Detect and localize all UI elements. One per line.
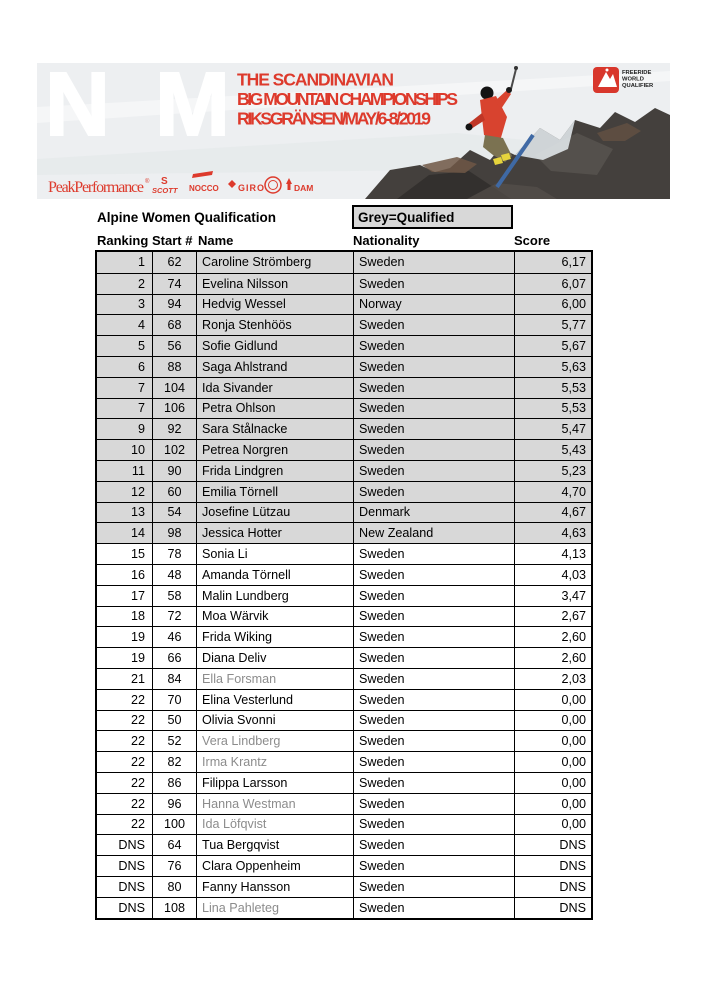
cell-nationality: Sweden	[353, 898, 514, 918]
cell-ranking: 3	[137, 297, 145, 312]
cell-score: 2,60	[514, 648, 591, 668]
cell-start: 82	[152, 752, 196, 772]
column-header-name: Name	[198, 233, 234, 248]
cell-start: 96	[152, 794, 196, 814]
cell-score: 5,77	[514, 315, 591, 335]
cell-score: 2,67	[514, 607, 591, 627]
column-header-nationality: Nationality	[353, 233, 420, 248]
event-title-line2: BIG MOUNTAIN CHAMPIONSHIPS	[237, 89, 458, 109]
cell-name: Frida Lindgren	[196, 461, 353, 481]
cell-nationality: Sweden	[353, 565, 514, 585]
cell-name: Amanda Törnell	[196, 565, 353, 585]
fwq-text-line1: FREERIDE	[622, 70, 652, 76]
table-row	[97, 564, 591, 585]
cell-nationality: New Zealand	[353, 523, 514, 543]
cell-nationality: Sweden	[353, 482, 514, 502]
table-row	[97, 398, 591, 419]
cell-score: 0,00	[514, 731, 591, 751]
cell-start: 102	[152, 440, 196, 460]
cell-nationality: Sweden	[353, 336, 514, 356]
cell-name: Olivia Svonni	[196, 711, 353, 731]
table-row	[97, 585, 591, 606]
results-table	[95, 250, 593, 920]
cell-name: Elina Vesterlund	[196, 690, 353, 710]
cell-start: 52	[152, 731, 196, 751]
nocco-logo: NOCCO	[189, 184, 219, 193]
cell-start: 86	[152, 773, 196, 793]
cell-start: 100	[152, 815, 196, 835]
cell-name: Frida Wiking	[196, 627, 353, 647]
column-headers	[95, 233, 593, 248]
cell-score: 4,67	[514, 503, 591, 523]
column-header-score: Score	[514, 233, 551, 248]
section-title: Alpine Women Qualification	[97, 210, 277, 225]
fwq-text-line3: QUALIFIER	[622, 83, 654, 89]
table-row	[97, 460, 591, 481]
cell-name: Lina Pahleteg	[196, 898, 353, 918]
cell-name: Ella Forsman	[196, 669, 353, 689]
cell-ranking: 7	[137, 380, 145, 395]
cell-nationality: Sweden	[353, 378, 514, 398]
cell-name: Vera Lindberg	[196, 731, 353, 751]
table-row	[97, 606, 591, 627]
table-row	[97, 522, 591, 543]
cell-name: Diana Deliv	[196, 648, 353, 668]
cell-nationality: Sweden	[353, 835, 514, 855]
cell-ranking: DNS	[118, 859, 145, 873]
cell-start: 74	[152, 274, 196, 294]
table-row	[97, 377, 591, 398]
cell-nationality: Sweden	[353, 731, 514, 751]
cell-nationality: Denmark	[353, 503, 514, 523]
cell-score: 6,17	[514, 252, 591, 273]
cell-score: DNS	[514, 877, 591, 897]
cell-start: 104	[152, 378, 196, 398]
cell-name: Petrea Norgren	[196, 440, 353, 460]
cell-nationality: Sweden	[353, 607, 514, 627]
table-row	[97, 502, 591, 523]
table-row	[97, 855, 591, 876]
cell-start: 72	[152, 607, 196, 627]
cell-start: 108	[152, 898, 196, 918]
cell-ranking: 6	[137, 359, 145, 374]
cell-nationality: Sweden	[353, 711, 514, 731]
cell-nationality: Sweden	[353, 544, 514, 564]
cell-score: DNS	[514, 898, 591, 918]
cell-ranking: 22	[130, 734, 145, 749]
cell-nationality: Sweden	[353, 627, 514, 647]
table-row	[97, 335, 591, 356]
cell-name: Irma Krantz	[196, 752, 353, 772]
cell-name: Sara Stålnacke	[196, 419, 353, 439]
cell-ranking: 22	[130, 692, 145, 707]
cell-start: 66	[152, 648, 196, 668]
cell-score: 5,63	[514, 357, 591, 377]
cell-nationality: Sweden	[353, 440, 514, 460]
cell-ranking: 22	[130, 755, 145, 770]
cell-start: 60	[152, 482, 196, 502]
cell-score: 6,00	[514, 295, 591, 315]
cell-name: Ida Sivander	[196, 378, 353, 398]
table-row	[97, 897, 591, 918]
table-row	[97, 418, 591, 439]
cell-ranking: 2	[137, 276, 145, 291]
cell-start: 54	[152, 503, 196, 523]
registered-mark: ®	[145, 179, 150, 185]
event-title-line3: RIKSGRÄNSEN/MAY/6-8/2019	[237, 108, 431, 129]
qualified-legend-label: Grey=Qualified	[358, 209, 455, 225]
cell-ranking: 14	[130, 526, 145, 541]
cell-nationality: Sweden	[353, 419, 514, 439]
cell-start: 48	[152, 565, 196, 585]
table-row	[97, 543, 591, 564]
cell-start: 50	[152, 711, 196, 731]
cell-ranking: 22	[130, 775, 145, 790]
cell-start: 78	[152, 544, 196, 564]
cell-ranking: 15	[130, 547, 145, 562]
cell-name: Hanna Westman	[196, 794, 353, 814]
cell-nationality: Sweden	[353, 586, 514, 606]
cell-name: Saga Ahlstrand	[196, 357, 353, 377]
cell-ranking: 19	[130, 630, 145, 645]
table-row	[97, 626, 591, 647]
cell-score: 2,03	[514, 669, 591, 689]
table-row	[97, 252, 591, 273]
cell-nationality: Sweden	[353, 794, 514, 814]
column-header-start: Start #	[152, 233, 193, 248]
event-title-line1: THE SCANDINAVIAN	[237, 69, 394, 90]
cell-start: 68	[152, 315, 196, 335]
cell-start: 94	[152, 295, 196, 315]
table-row	[97, 751, 591, 772]
scott-logo: SCOTT	[152, 186, 178, 195]
event-banner	[37, 63, 670, 199]
table-row	[97, 356, 591, 377]
cell-score: 5,23	[514, 461, 591, 481]
table-row	[97, 439, 591, 460]
qualified-legend	[352, 205, 513, 229]
cell-score: 5,43	[514, 440, 591, 460]
cell-ranking: 22	[130, 796, 145, 811]
cell-name: Ida Löfqvist	[196, 815, 353, 835]
cell-ranking: 19	[130, 651, 145, 666]
cell-score: DNS	[514, 856, 591, 876]
cell-score: 5,47	[514, 419, 591, 439]
cell-name: Evelina Nilsson	[196, 274, 353, 294]
cell-score: 0,00	[514, 752, 591, 772]
cell-score: 4,70	[514, 482, 591, 502]
cell-ranking: 4	[137, 318, 145, 333]
cell-score: 0,00	[514, 711, 591, 731]
table-row	[97, 689, 591, 710]
cell-ranking: 22	[130, 817, 145, 832]
table-row	[97, 730, 591, 751]
table-row	[97, 273, 591, 294]
table-row	[97, 314, 591, 335]
cell-score: 5,53	[514, 378, 591, 398]
cell-score: 0,00	[514, 773, 591, 793]
cell-name: Clara Oppenheim	[196, 856, 353, 876]
cell-nationality: Sweden	[353, 252, 514, 273]
cell-nationality: Sweden	[353, 815, 514, 835]
cell-nationality: Sweden	[353, 669, 514, 689]
cell-ranking: DNS	[118, 879, 145, 894]
cell-nationality: Sweden	[353, 648, 514, 668]
cell-name: Jessica Hotter	[196, 523, 353, 543]
cell-nationality: Sweden	[353, 399, 514, 419]
scott-s-icon: S	[161, 176, 168, 187]
cell-name: Fanny Hansson	[196, 877, 353, 897]
cell-score: 5,53	[514, 399, 591, 419]
cell-start: 76	[152, 856, 196, 876]
table-row	[97, 481, 591, 502]
cell-ranking: 22	[130, 713, 145, 728]
cell-name: Sofie Gidlund	[196, 336, 353, 356]
cell-start: 56	[152, 336, 196, 356]
cell-ranking: DNS	[118, 900, 145, 915]
cell-start: 98	[152, 523, 196, 543]
cell-nationality: Sweden	[353, 773, 514, 793]
cell-name: Ronja Stenhöös	[196, 315, 353, 335]
cell-start: 106	[152, 399, 196, 419]
cell-name: Tua Bergqvist	[196, 835, 353, 855]
cell-score: 0,00	[514, 794, 591, 814]
cell-start: 46	[152, 627, 196, 647]
peak-performance-logo: PeakPerformance	[48, 179, 144, 196]
dam-logo: DAM	[294, 183, 314, 193]
table-row	[97, 793, 591, 814]
cell-name: Caroline Strömberg	[196, 252, 353, 273]
column-header-ranking: Ranking	[97, 233, 149, 248]
cell-ranking: 7	[137, 401, 145, 416]
cell-ranking: 5	[137, 339, 145, 354]
cell-score: 3,47	[514, 586, 591, 606]
cell-ranking: 21	[130, 671, 145, 686]
cell-start: 64	[152, 835, 196, 855]
table-row	[97, 814, 591, 835]
cell-score: 4,03	[514, 565, 591, 585]
table-row	[97, 772, 591, 793]
cell-ranking: DNS	[118, 838, 145, 853]
cell-ranking: 12	[130, 484, 145, 499]
cell-nationality: Sweden	[353, 690, 514, 710]
cell-ranking: 18	[130, 609, 145, 624]
giro-logo: GIRO	[238, 183, 266, 193]
cell-ranking: 1	[137, 255, 145, 270]
cell-nationality: Sweden	[353, 357, 514, 377]
cell-name: Malin Lundberg	[196, 586, 353, 606]
table-row	[97, 710, 591, 731]
table-row	[97, 834, 591, 855]
cell-ranking: 11	[131, 463, 145, 478]
cell-name: Emilia Törnell	[196, 482, 353, 502]
cell-nationality: Sweden	[353, 315, 514, 335]
table-row	[97, 647, 591, 668]
cell-start: 92	[152, 419, 196, 439]
cell-score: DNS	[514, 835, 591, 855]
cell-score: 4,63	[514, 523, 591, 543]
cell-start: 88	[152, 357, 196, 377]
table-row	[97, 876, 591, 897]
cell-start: 90	[152, 461, 196, 481]
cell-name: Josefine Lützau	[196, 503, 353, 523]
cell-ranking: 9	[137, 422, 145, 437]
cell-ranking: 10	[130, 443, 145, 458]
cell-score: 6,07	[514, 274, 591, 294]
cell-nationality: Norway	[353, 295, 514, 315]
cell-score: 4,13	[514, 544, 591, 564]
cell-score: 5,67	[514, 336, 591, 356]
cell-ranking: 13	[130, 505, 145, 520]
cell-nationality: Sweden	[353, 752, 514, 772]
cell-name: Petra Ohlson	[196, 399, 353, 419]
cell-start: 70	[152, 690, 196, 710]
cell-start: 80	[152, 877, 196, 897]
cell-start: 62	[152, 252, 196, 273]
cell-start: 84	[152, 669, 196, 689]
table-row	[97, 294, 591, 315]
fwq-text-line2: WORLD	[622, 76, 644, 83]
cell-ranking: 17	[130, 588, 145, 603]
cell-start: 58	[152, 586, 196, 606]
cell-name: Moa Wärvik	[196, 607, 353, 627]
cell-nationality: Sweden	[353, 877, 514, 897]
cell-score: 0,00	[514, 690, 591, 710]
cell-score: 2,60	[514, 627, 591, 647]
cell-nationality: Sweden	[353, 461, 514, 481]
cell-nationality: Sweden	[353, 856, 514, 876]
nm-logo: NM	[45, 63, 230, 155]
table-row	[97, 668, 591, 689]
cell-ranking: 16	[130, 567, 145, 582]
cell-score: 0,00	[514, 815, 591, 835]
cell-nationality: Sweden	[353, 274, 514, 294]
cell-name: Hedvig Wessel	[196, 295, 353, 315]
cell-name: Filippa Larsson	[196, 773, 353, 793]
cell-name: Sonia Li	[196, 544, 353, 564]
